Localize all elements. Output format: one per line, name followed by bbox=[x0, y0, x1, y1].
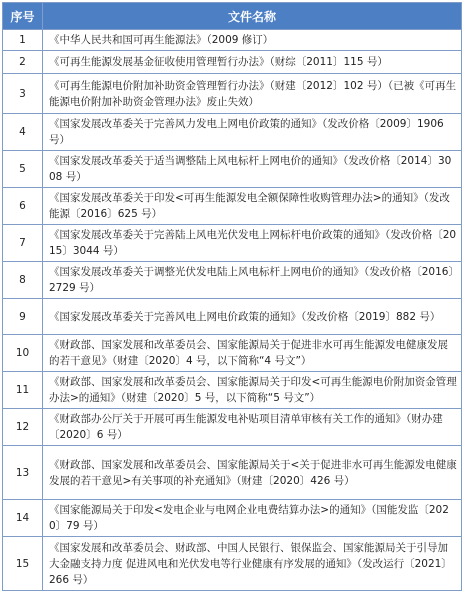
table-row bbox=[3, 262, 462, 299]
table-row bbox=[3, 151, 462, 188]
document-title: 《国家发展改革委关于完善陆上风电光伏发电上网标杆电价政策的通知》（发改价格〔2015〕3044 号） bbox=[43, 225, 462, 262]
header-document-name: 文件名称 bbox=[43, 3, 462, 30]
policy-documents-table bbox=[2, 2, 462, 591]
document-title: 《可再生能源发展基金征收使用管理暂行办法》（财综〔2011〕115 号） bbox=[43, 51, 462, 74]
row-number: 1 bbox=[3, 30, 43, 51]
document-title: 《国家能源局关于印发<发电企业与电网企业电费结算办法>的通知》（国能发监〔2020〕79 号） bbox=[43, 500, 462, 537]
row-number: 4 bbox=[3, 114, 43, 151]
table-row bbox=[3, 51, 462, 74]
document-title: 《国家发展改革委关于调整光伏发电陆上风电标杆上网电价的通知》（发改价格〔2016〕2729 号） bbox=[43, 262, 462, 299]
table-row bbox=[3, 500, 462, 537]
row-number: 15 bbox=[3, 537, 43, 591]
document-title: 《财政部、国家发展和改革委员会、国家能源局关于<关于促进非水可再生能源发电健康发展的若干意见>有关事项的补充通知》（财建〔2020〕426 号） bbox=[43, 446, 462, 500]
row-number: 10 bbox=[3, 335, 43, 372]
document-title: 《国家发展和改革委员会、财政部、中国人民银行、银保监会、国家能源局关于引导加大金融支持力度 促进风电和光伏发电等行业健康有序发展的通知》（发改运行〔2021〕266 号） bbox=[43, 537, 462, 591]
table-row bbox=[3, 299, 462, 335]
document-title: 《国家发展改革委关于完善风力发电上网电价政策的通知》（发改价格〔2009〕1906 号） bbox=[43, 114, 462, 151]
table-row bbox=[3, 409, 462, 446]
document-title: 《财政部办公厅关于开展可再生能源发电补贴项目清单审核有关工作的通知》（财办建〔2020〕6 号） bbox=[43, 409, 462, 446]
document-title: 《财政部、国家发展和改革委员会、国家能源局关于印发<可再生能源电价附加资金管理办法>的通知》（财建〔2020〕5 号，以下简称“5 号文”） bbox=[43, 372, 462, 409]
table-row bbox=[3, 188, 462, 225]
table-row bbox=[3, 335, 462, 372]
document-title: 《国家发展改革委关于完善风电上网电价政策的通知》（发改价格〔2019〕882 号） bbox=[43, 299, 462, 335]
row-number: 11 bbox=[3, 372, 43, 409]
row-number: 7 bbox=[3, 225, 43, 262]
row-number: 5 bbox=[3, 151, 43, 188]
row-number: 13 bbox=[3, 446, 43, 500]
row-number: 3 bbox=[3, 74, 43, 114]
row-number: 2 bbox=[3, 51, 43, 74]
table-row bbox=[3, 372, 462, 409]
table-header-row bbox=[3, 3, 462, 30]
header-serial-number: 序号 bbox=[3, 3, 43, 30]
table-row bbox=[3, 30, 462, 51]
document-title: 《国家发展改革委关于适当调整陆上风电标杆上网电价的通知》（发改价格〔2014〕3008 号） bbox=[43, 151, 462, 188]
table-row bbox=[3, 74, 462, 114]
table-row bbox=[3, 537, 462, 591]
row-number: 6 bbox=[3, 188, 43, 225]
document-title: 《国家发展改革委关于印发<可再生能源发电全额保障性收购管理办法>的通知》（发改能源〔2016〕625 号） bbox=[43, 188, 462, 225]
row-number: 8 bbox=[3, 262, 43, 299]
row-number: 14 bbox=[3, 500, 43, 537]
row-number: 12 bbox=[3, 409, 43, 446]
row-number: 9 bbox=[3, 299, 43, 335]
document-title: 《财政部、国家发展和改革委员会、国家能源局关于促进非水可再生能源发电健康发展的若干意见》（财建〔2020〕4 号，以下简称“4 号文”） bbox=[43, 335, 462, 372]
table-row bbox=[3, 446, 462, 500]
document-title: 《中华人民共和国可再生能源法》（2009 修订） bbox=[43, 30, 462, 51]
table-row bbox=[3, 225, 462, 262]
table-row bbox=[3, 114, 462, 151]
document-title: 《可再生能源电价附加补助资金管理暂行办法》（财建〔2012〕102 号）（已被《可再生能源电价附加补助资金管理办法》废止失效） bbox=[43, 74, 462, 114]
